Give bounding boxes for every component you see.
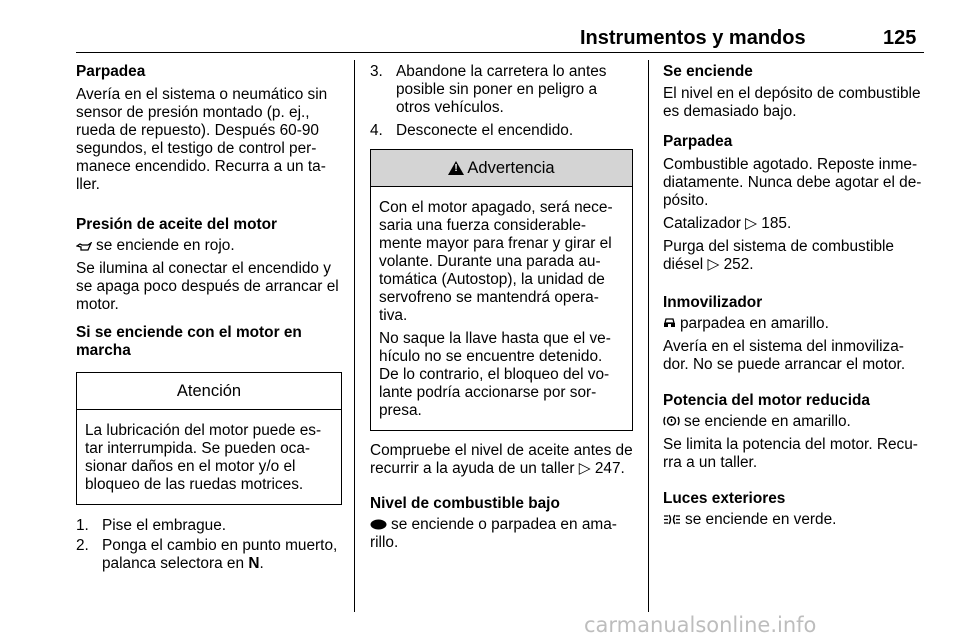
immobilizer-text: Avería en el sistema del inmoviliza- dor. No se puede arrancar el motor. [663,338,906,373]
page-header-title: Instrumentos y mandos [580,27,806,49]
page-number: 125 [883,27,917,49]
warning-header [371,150,632,187]
list-item: 2. Ponga el cambio en punto muerto, palanca selectora en N. [76,537,338,572]
fuel-indicator-text: se enciende o parpadea en ama- rillo. [370,516,617,551]
reduced-power-indicator-text: se enciende en amarillo. [684,413,851,430]
column-divider-right [648,60,649,612]
steps-list-1 [76,517,342,573]
oil-indicator-text: se enciende en rojo. [96,237,235,254]
catalizador-ref-line: Catalizador ▷ 185. [663,215,792,232]
warning-box [370,149,633,431]
exterior-lights-icon [663,514,681,525]
immobilizer-indicator-text: parpadea en amarillo. [680,315,829,332]
se-enciende-text: El nivel en el depósito de combustible es demasiado bajo. [663,85,921,120]
warning-text-2: No saque la llave hasta que el ve- hículo no se encuentre detenido. De lo contrario, el bloqueo del vo- lante podría accionarse por sor- presa. [379,330,611,419]
check-oil-ref: 247. [594,460,625,477]
page-ref-arrow-icon: ▷ [707,256,720,273]
immobilizer-indicator-line [663,315,925,333]
oil-can-icon [76,242,92,251]
reduced-power-indicator-line [663,413,925,431]
running-heading: Si se enciende con el motor en marcha [76,324,302,359]
check-oil-text: Compruebe el nivel de aceite antes de recurrir a la ayuda de un taller ▷ 247. [370,442,633,477]
exterior-lights-indicator-text: se enciende en verde. [685,511,837,528]
car-key-icon [663,317,676,329]
purga-ref-line: Purga del sistema de combustible diésel ▷ 252. [663,238,894,273]
fuel-indicator-line [370,516,633,552]
engine-power-icon [663,415,680,427]
warning-title: Advertencia [467,158,555,177]
parpadea-text-2: Combustible agotado. Reposte inme- diatamente. Nunca debe agotar el de- pósito. [663,156,922,209]
parpadea-text: Avería en el sistema o neumático sin sensor de presión montado (p. ej., rueda de repuesto). Después 60-90 segundos, el testigo de control per- manece encendido. Recurra a un ta- ller. [76,86,328,193]
column-divider-left [354,60,355,612]
oil-indicator-line [76,237,342,255]
steps-list-2 [370,63,633,140]
oil-pressure-heading: Presión de aceite del motor [76,216,277,233]
atencion-title: Atención [77,373,341,410]
list-item: 4. Desconecte el encendido. [370,122,574,139]
oil-text: Se ilumina al conectar el encendido y se apaga poco después de arrancar el motor. [76,260,339,313]
parpadea-heading-2: Parpadea [663,133,733,150]
fuel-level-heading: Nivel de combustible bajo [370,495,560,512]
page-ref-arrow-icon: ▷ [578,460,591,477]
warning-text-1: Con el motor apagado, será nece- saria una fuerza considerable- mente mayor para frenar y girar el volante. Durante una parada au- tomática (Autostop), la unidad de servofreno se mantendrá opera- tiva. [379,199,613,324]
column-1 [76,63,342,573]
reduced-power-heading: Potencia del motor reducida [663,392,870,409]
list-item: 3. Abandone la carretera lo antes posible sin poner en peligro a otros vehículos. [370,63,607,116]
immobilizer-heading: Inmovilizador [663,294,763,311]
footer-watermark: carmanualsonline.info [584,613,817,637]
atencion-box [76,372,342,505]
exterior-lights-indicator-line [663,511,925,529]
list-item: 1. Pise el embrague. [76,517,227,534]
warning-triangle-icon [448,161,464,175]
reduced-power-text: Se limita la potencia del motor. Recu- rra a un taller. [663,436,918,471]
page-ref-arrow-icon: ▷ [745,215,757,232]
fuel-warning-icon [370,519,387,530]
header-rule [76,52,924,53]
exterior-lights-heading: Luces exteriores [663,490,786,507]
se-enciende-heading: Se enciende [663,63,753,80]
parpadea-heading: Parpadea [76,63,146,80]
column-3 [663,63,925,529]
column-2 [370,63,633,552]
atencion-text: La lubricación del motor puede es- tar interrumpida. Se pueden oca- sionar daños en el motor y/o el bloqueo de las ruedas motrices. [85,422,322,493]
